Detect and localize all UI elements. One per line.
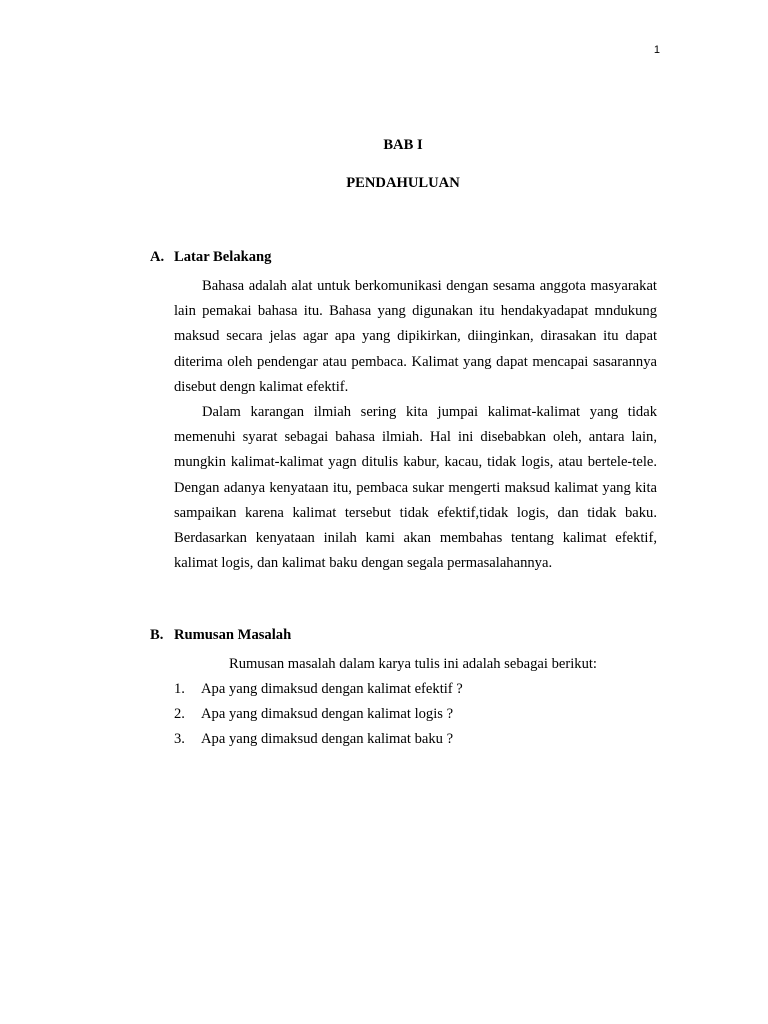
page-number: 1 <box>653 44 660 56</box>
section-b-title: Rumusan Masalah <box>174 627 292 643</box>
paragraph-2: Dalam karangan ilmiah sering kita jumpai kalimat-kalimat yang tidak memenuhi syarat sebagai bahasa ilmiah. Hal ini disebabkan oleh, antara lain, mungkin kalimat-kalimat yagn ditulis kabur, kacau, tidak logis, atau bertele-tele. Dengan adanya kenyataan itu, pembaca sukar mengerti maksud kalimat yang kita sampaikan karena kalimat tersebut tidak efektif,tidak logis, dan tidak baku. Berdasarkan kenyataan inilah kami akan membahas tentang kalimat efektif, kalimat logis, dan kalimat baku dengan segala permasalahannya. <box>174 404 657 572</box>
list-item-number: 3. <box>174 731 185 748</box>
section-a-heading <box>150 249 271 266</box>
list-item-text: Apa yang dimaksud dengan kalimat efektif ? <box>201 681 463 697</box>
list-item-text: Apa yang dimaksud dengan kalimat logis ? <box>201 706 454 723</box>
paragraph-1: Bahasa adalah alat untuk berkomunikasi dengan sesama anggota masyarakat lain pemakai bahasa itu. Bahasa yang digunakan itu hendakyadapat mndukung maksud secara jelas agar apa yang dipikirkan, diinginkan, dirasakan itu dapat diterima oleh pendengar atau pembaca. Kalimat yang dapat mencapai sasarannya disebut dengn kalimat efektif. <box>174 278 657 395</box>
section-b-marker: B. <box>150 627 164 643</box>
question-list <box>174 677 463 753</box>
list-item <box>174 702 463 727</box>
list-item <box>174 677 463 702</box>
section-b-intro: Rumusan masalah dalam karya tulis ini adalah sebagai berikut: <box>229 656 597 672</box>
list-item-number: 1. <box>174 681 185 697</box>
chapter-number: BAB I <box>383 137 423 153</box>
list-item <box>174 727 463 752</box>
section-a-marker: A. <box>150 249 165 265</box>
chapter-title: PENDAHULUAN <box>346 175 460 191</box>
section-a-title: Latar Belakang <box>174 249 272 265</box>
list-item-number: 2. <box>174 706 185 723</box>
list-item-text: Apa yang dimaksud dengan kalimat baku ? <box>201 731 454 748</box>
section-b-heading <box>150 627 291 644</box>
